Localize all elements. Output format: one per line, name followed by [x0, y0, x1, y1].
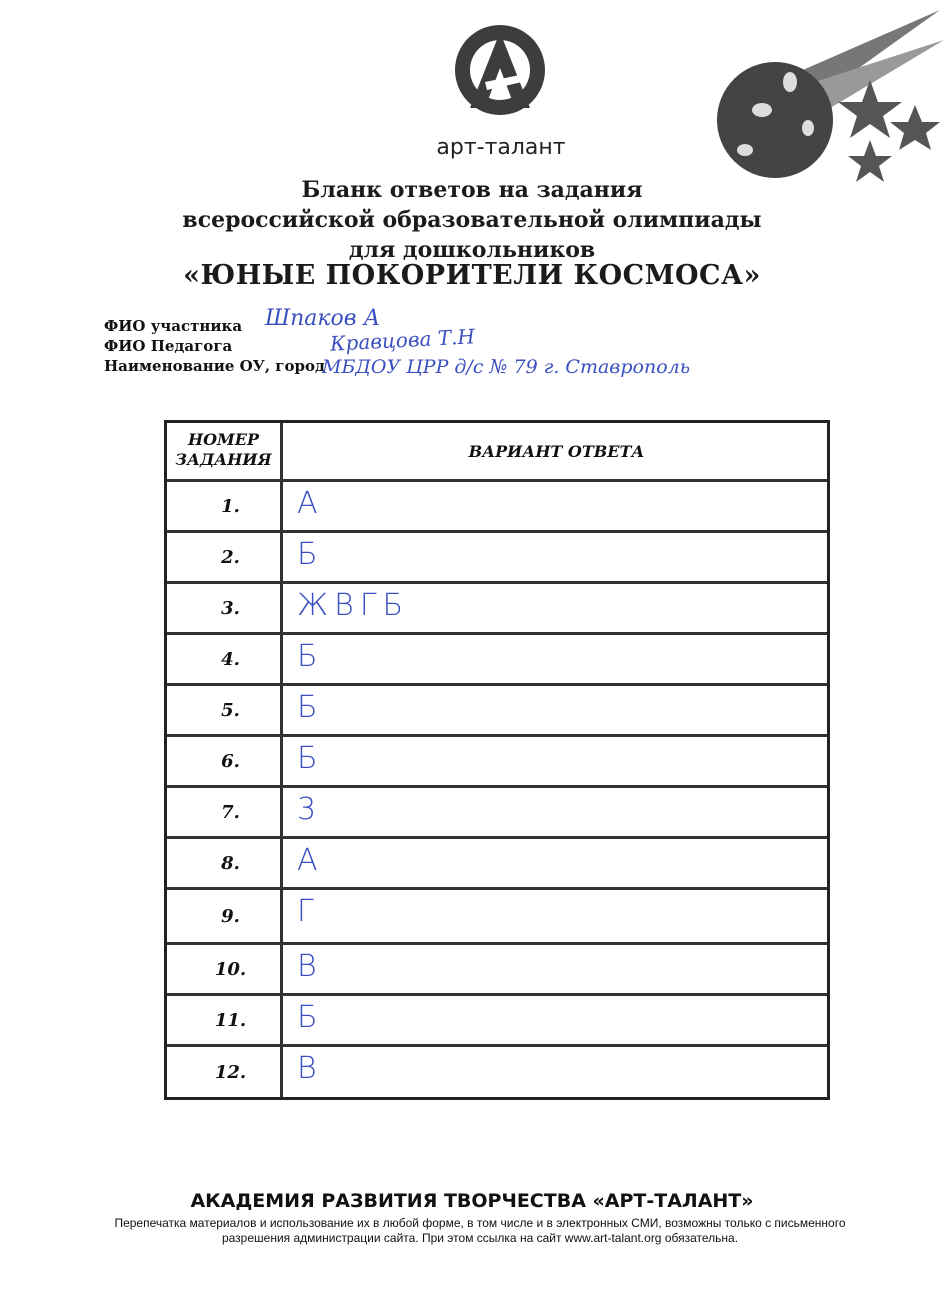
row-number: 10. — [167, 945, 283, 993]
table-row — [167, 737, 827, 788]
copyright-notice: Перепечатка материалов и использование их в любой форме, в том числе и в электронных СМИ, возможны только с письменного разрешения администрации сайта. При этом ссылка на сайт www.art-talant.org обязательна. — [114, 1216, 846, 1245]
title-line-3: для дошкольников — [348, 237, 596, 263]
teacher-label: ФИО Педагога — [104, 337, 233, 355]
row-answer: В — [297, 1051, 317, 1086]
row-number: 4. — [167, 635, 283, 683]
title-line-1: Бланк ответов на задания — [301, 177, 643, 203]
row-number: 9. — [167, 890, 283, 942]
table-row — [167, 533, 827, 584]
row-answer: Г — [297, 894, 314, 929]
participant-value: Шпаков А — [265, 306, 381, 331]
table-row — [167, 996, 827, 1047]
row-answer: Б — [297, 690, 318, 725]
row-number: 5. — [167, 686, 283, 734]
row-answer: Б — [297, 1000, 318, 1035]
school-value: МБДОУ ЦРР д/с № 79 г. Ставрополь — [322, 356, 691, 378]
table-header — [167, 423, 827, 482]
answers-table — [164, 420, 830, 1100]
school-label: Наименование ОУ, город — [104, 357, 325, 375]
teacher-value: Кравцова Т.Н — [329, 324, 476, 356]
row-answer: Б — [297, 741, 318, 776]
table-row — [167, 584, 827, 635]
title-main: «ЮНЫЕ ПОКОРИТЕЛИ КОСМОСА» — [183, 260, 761, 291]
title-line-2: всероссийской образовательной олимпиады — [182, 207, 762, 233]
row-answer: Б — [297, 537, 318, 572]
row-answer: В — [297, 949, 317, 984]
row-number: 12. — [167, 1047, 283, 1097]
table-row — [167, 890, 827, 945]
row-answer: ЖВГБ — [297, 588, 410, 623]
row-answer: 3 — [297, 792, 317, 827]
row-number: 3. — [167, 584, 283, 632]
logo-a-icon — [450, 20, 550, 120]
table-row — [167, 788, 827, 839]
title-block — [0, 175, 944, 265]
participant-label: ФИО участника — [104, 317, 243, 335]
row-number: 8. — [167, 839, 283, 887]
row-number: 2. — [167, 533, 283, 581]
row-answer: А — [297, 843, 318, 878]
table-row — [167, 482, 827, 533]
table-row — [167, 945, 827, 996]
row-number: 6. — [167, 737, 283, 785]
row-number: 11. — [167, 996, 283, 1044]
academy-footer: АКАДЕМИЯ РАЗВИТИЯ ТВОРЧЕСТВА «АРТ-ТАЛАНТ» — [190, 1190, 754, 1212]
col-number-header: НОМЕР ЗАДАНИЯ — [167, 423, 283, 479]
col-answer-header: ВАРИАНТ ОТВЕТА — [468, 441, 645, 461]
row-number: 7. — [167, 788, 283, 836]
row-answer: Б — [297, 639, 318, 674]
table-row — [167, 1047, 827, 1097]
table-row — [167, 839, 827, 890]
table-row — [167, 635, 827, 686]
row-number: 1. — [167, 482, 283, 530]
comet-stars-icon — [690, 10, 944, 190]
logo-name: арт-талант — [436, 135, 566, 160]
row-answer: А — [297, 486, 318, 521]
table-row — [167, 686, 827, 737]
